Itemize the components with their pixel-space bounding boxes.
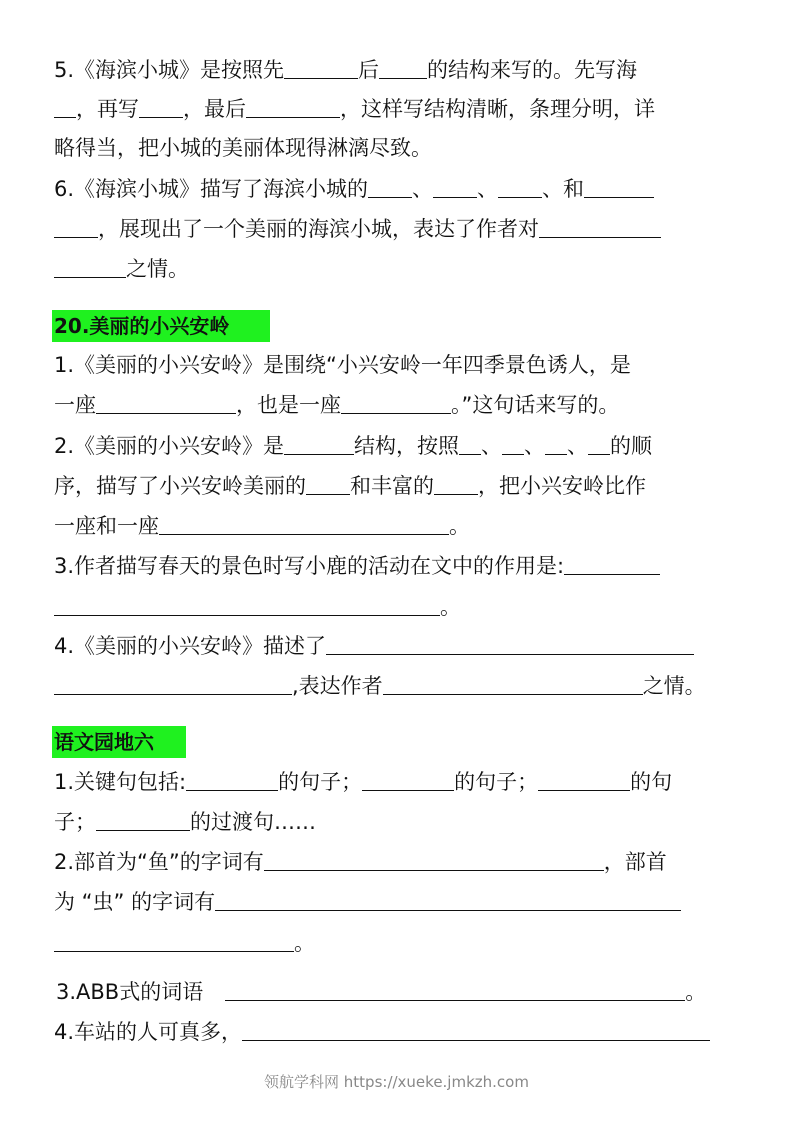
q6-text: ，展现出了一个美丽的海滨小城，表达了作者对 <box>98 217 539 241</box>
blank[interactable] <box>284 432 354 455</box>
s20-q2-text: 2.《美丽的小兴安岭》是 <box>54 434 285 458</box>
s20-q2-line1 <box>54 432 652 460</box>
blank[interactable] <box>54 593 440 616</box>
s20-q2-line3 <box>54 512 470 540</box>
blank[interactable] <box>54 95 76 118</box>
s20-q2-text: 序，描写了小兴安岭美丽的 <box>54 474 306 498</box>
s20-q3-line1 <box>54 552 660 580</box>
blank[interactable] <box>246 95 340 118</box>
y1-text: 的句子； <box>278 770 363 794</box>
y2-text: 为 “虫” 的字词有 <box>54 890 216 914</box>
s20-q2-text: 一座和一座 <box>54 514 159 538</box>
blank[interactable] <box>96 808 190 831</box>
blank[interactable] <box>368 175 412 198</box>
y1-line2 <box>54 808 316 836</box>
q6-text: 之情。 <box>126 257 189 281</box>
s20-q1-text: ，也是一座 <box>236 393 341 417</box>
blank[interactable] <box>54 255 126 278</box>
q6-text: 、和 <box>542 177 585 201</box>
blank[interactable] <box>264 848 604 871</box>
blank[interactable] <box>379 56 427 79</box>
blank[interactable] <box>545 432 567 455</box>
blank[interactable] <box>362 768 454 791</box>
q5-text: ，这样写结构清晰，条理分明，详 <box>340 97 655 121</box>
y1-text: 1.关键句包括: <box>54 770 187 794</box>
y1-line1 <box>54 768 672 796</box>
blank[interactable] <box>564 552 660 575</box>
y2-text: 2.部首为“鱼”的字词有 <box>54 850 264 874</box>
s20-q2-text: 和丰富的 <box>350 474 434 498</box>
blank[interactable] <box>159 512 449 535</box>
q5-text: 5.《海滨小城》是按照先 <box>54 58 285 82</box>
blank[interactable] <box>502 432 524 455</box>
blank[interactable] <box>225 978 685 1001</box>
blank[interactable] <box>54 215 98 238</box>
s20-q1-line2 <box>54 391 619 419</box>
q5-line2 <box>54 95 655 123</box>
s20-q4-line2 <box>54 672 706 700</box>
blank[interactable] <box>139 95 183 118</box>
q6-text: 6.《海滨小城》描写了海滨小城的 <box>54 177 369 201</box>
blank[interactable] <box>584 175 654 198</box>
s20-q3-text: 。 <box>440 595 461 619</box>
s20-q4-text: 4.《美丽的小兴安岭》描述了 <box>54 634 327 658</box>
y3-text: 3.ABB式的词语 <box>56 980 204 1004</box>
s20-q2-sep: 、 <box>567 434 589 458</box>
q6-sep: 、 <box>412 177 434 201</box>
q6-line3 <box>54 255 189 283</box>
s20-q3-line2 <box>54 593 461 621</box>
q5-line1 <box>54 56 637 84</box>
s20-q2-sep: 、 <box>524 434 546 458</box>
blank[interactable] <box>539 215 661 238</box>
blank[interactable] <box>326 632 694 655</box>
y1-text: 的句子； <box>454 770 539 794</box>
y2-text: ，部首 <box>603 850 667 874</box>
y4-line <box>54 1018 710 1046</box>
s20-q2-text: 。 <box>449 514 470 538</box>
y2-line3 <box>54 929 315 957</box>
s20-q1-text: 一座 <box>54 393 96 417</box>
section-heading-20: 20.美丽的小兴安岭 <box>52 310 270 342</box>
y1-text: 子； <box>54 810 96 834</box>
blank[interactable] <box>433 175 477 198</box>
q6-sep: 、 <box>477 177 499 201</box>
blank[interactable] <box>538 768 630 791</box>
s20-q3-text: 3.作者描写春天的景色时写小鹿的活动在文中的作用是: <box>54 554 565 578</box>
blank[interactable] <box>54 929 294 952</box>
blank[interactable] <box>215 888 681 911</box>
blank[interactable] <box>434 472 478 495</box>
section-heading-yuwen-6: 语文园地六 <box>52 726 186 758</box>
y2-text: 。 <box>294 931 315 955</box>
s20-q2-line2 <box>54 472 646 500</box>
s20-q1-line1 <box>54 351 631 379</box>
q5-line3 <box>54 134 432 162</box>
y2-line1 <box>54 848 667 876</box>
q6-line2 <box>54 215 661 243</box>
s20-q4-text: ,表达作者 <box>292 674 383 698</box>
s20-q1-text: 。”这句话来写的。 <box>451 393 620 417</box>
blank[interactable] <box>341 391 451 414</box>
blank[interactable] <box>459 432 481 455</box>
y4-text: 4.车站的人可真多， <box>54 1020 243 1044</box>
footer-watermark: 领航学科网 https://xueke.jmkzh.com <box>264 1073 529 1091</box>
s20-q2-text: 的顺 <box>610 434 653 458</box>
s20-q4-text: 之情。 <box>642 674 706 698</box>
y1-text: 的句 <box>630 770 673 794</box>
y2-line2 <box>54 888 681 916</box>
blank[interactable] <box>498 175 542 198</box>
blank[interactable] <box>54 672 292 695</box>
blank[interactable] <box>186 768 278 791</box>
y3-line <box>56 978 706 1006</box>
q5-text: ，再写 <box>76 97 139 121</box>
s20-q1-text: 1.《美丽的小兴安岭》是围绕“小兴安岭一年四季景色诱人，是 <box>54 353 631 377</box>
q6-line1 <box>54 175 654 203</box>
q5-text: 略得当，把小城的美丽体现得淋漓尽致。 <box>54 136 432 160</box>
blank[interactable] <box>284 56 358 79</box>
s20-q4-line1 <box>54 632 694 660</box>
blank[interactable] <box>588 432 610 455</box>
s20-q2-text: ，把小兴安岭比作 <box>478 474 646 498</box>
q5-text: ，最后 <box>183 97 246 121</box>
y1-text: 的过渡句…… <box>190 810 316 834</box>
q5-text: 后 <box>358 58 380 82</box>
y3-text: 。 <box>685 980 707 1004</box>
q5-text: 的结构来写的。先写海 <box>427 58 638 82</box>
blank[interactable] <box>306 472 350 495</box>
blank[interactable] <box>242 1018 710 1041</box>
s20-q2-sep: 、 <box>481 434 503 458</box>
blank[interactable] <box>383 672 643 695</box>
s20-q2-text: 结构，按照 <box>354 434 460 458</box>
blank[interactable] <box>96 391 236 414</box>
